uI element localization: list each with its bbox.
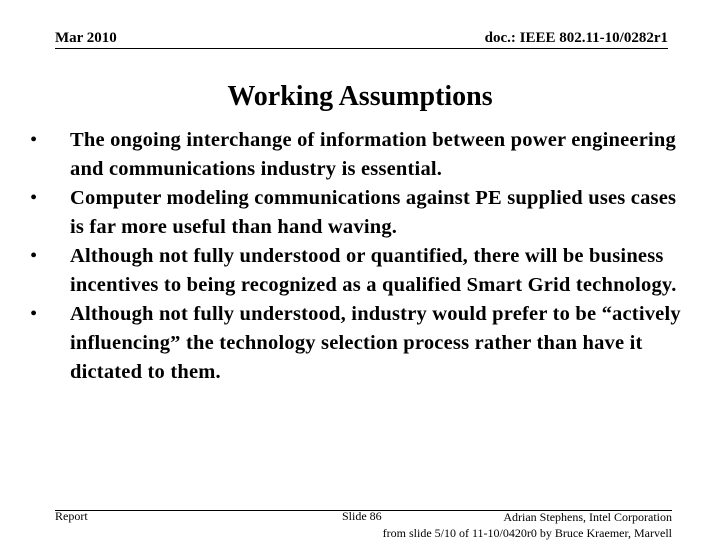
header-divider [55, 48, 668, 49]
footer-author [383, 509, 672, 541]
bullet-text: The ongoing interchange of information between power engineering and communications industry is essential. [70, 129, 676, 180]
footer-author-line2: from slide 5/10 of 11-10/0420r0 by Bruce Kraemer, Marvell [382, 526, 672, 540]
bullet-item [30, 300, 690, 387]
bullet-icon: • [30, 129, 38, 151]
bullet-item [30, 184, 690, 242]
bullet-icon: • [30, 187, 38, 209]
bullet-text: Computer modeling communications against PE supplied uses cases is far more useful than hand waving. [70, 187, 677, 238]
slide-title: Working Assumptions [227, 81, 493, 112]
bullet-icon: • [30, 303, 38, 325]
header-date: Mar 2010 [55, 30, 117, 46]
bullet-text: Although not fully understood or quantified, there will be business incentives to being recognized as a qualified Smart Grid technology. [70, 245, 677, 296]
bullet-icon: • [30, 245, 38, 267]
footer-author-line1: Adrian Stephens, Intel Corporation [503, 510, 672, 524]
bullet-text: Although not fully understood, industry would prefer to be “actively influencing” the technology selection process rather than have it dictated to them. [70, 303, 681, 383]
footer-slide-number: Slide 86 [342, 509, 382, 523]
bullet-list [30, 126, 690, 387]
footer-report-label: Report [55, 509, 88, 523]
bullet-item [30, 126, 690, 184]
header-doc-id: doc.: IEEE 802.11-10/0282r1 [484, 30, 668, 46]
bullet-item [30, 242, 690, 300]
